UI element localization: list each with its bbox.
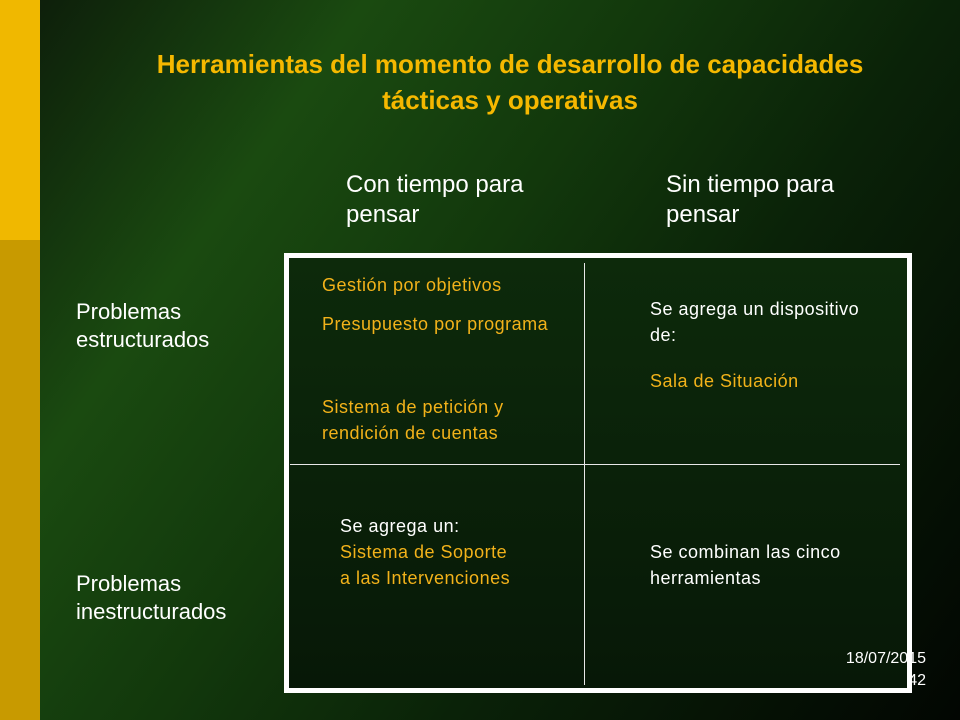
row-header-estructurados: Problemas estructurados bbox=[76, 299, 210, 352]
footer-date: 18/07/2015 bbox=[845, 650, 926, 667]
slide-title: Herramientas del momento de desarrollo de capacidades tácticas y operativas bbox=[156, 49, 864, 115]
cell-item-gestion-objetivos: Gestión por objetivos bbox=[322, 275, 502, 295]
decorative-stripe-bottom bbox=[0, 240, 40, 720]
matrix-horizontal-divider bbox=[290, 464, 900, 465]
cell-item-sala-situacion: Sala de Situación bbox=[650, 371, 799, 391]
cell-bottom-right-text: Se combinan las cinco herramientas bbox=[650, 542, 841, 588]
decorative-stripe-top bbox=[0, 0, 40, 240]
row-header-inestructurados: Problemas inestructurados bbox=[76, 571, 227, 624]
cell-item-presupuesto-programa: Presupuesto por programa bbox=[322, 314, 549, 334]
page-number: 42 bbox=[908, 672, 926, 689]
cell-intro-bottom-left: Se agrega un: bbox=[340, 516, 460, 536]
column-header-sin-tiempo: Sin tiempo para pensar bbox=[666, 171, 835, 228]
cell-intro-top-right: Se agrega un dispositivo de: bbox=[650, 299, 860, 345]
matrix-vertical-divider bbox=[584, 263, 585, 685]
cell-item-sistema-peticion: Sistema de petición y rendición de cuentas bbox=[322, 397, 504, 443]
column-header-con-tiempo: Con tiempo para pensar bbox=[346, 171, 524, 228]
cell-item-sistema-soporte: Sistema de Soporte a las Intervenciones bbox=[340, 542, 511, 588]
